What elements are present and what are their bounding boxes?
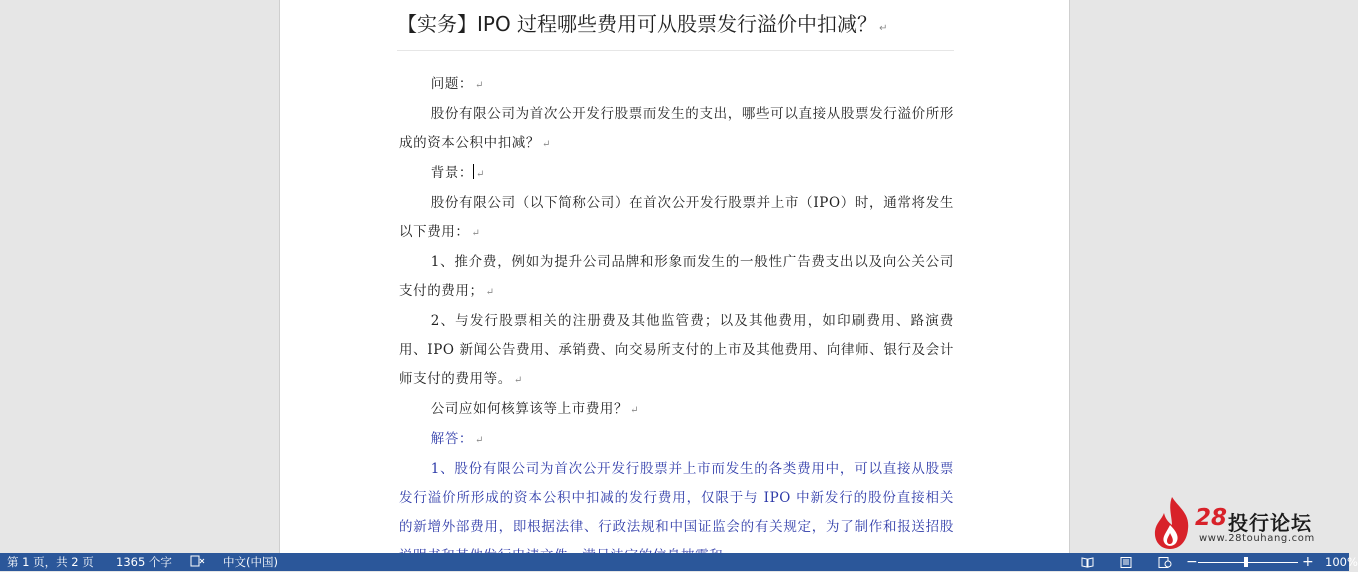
paragraph-mark: ↵ bbox=[630, 405, 639, 416]
proofing-icon[interactable] bbox=[190, 554, 206, 572]
zoom-in-button[interactable]: + bbox=[1302, 554, 1314, 570]
paragraph-mark: ↵ bbox=[475, 435, 484, 446]
document-body[interactable] bbox=[399, 70, 954, 572]
flame-icon bbox=[1150, 495, 1194, 551]
zoom-slider-track[interactable] bbox=[1198, 562, 1298, 563]
paragraph[interactable] bbox=[399, 395, 954, 425]
paragraph-text: 股份有限公司为首次公开发行股票而发生的支出，哪些可以直接从股票发行溢价所形成的资本公积中扣减？ bbox=[399, 106, 954, 151]
logo-name: 投行论坛 bbox=[1228, 511, 1312, 535]
title-underline bbox=[397, 50, 954, 51]
paragraph[interactable] bbox=[399, 425, 954, 455]
paragraph-mark: ↵ bbox=[475, 80, 484, 91]
word-count-status[interactable]: 1365 个字 bbox=[116, 555, 172, 569]
document-title[interactable] bbox=[397, 8, 957, 37]
logo-url: www.28touhang.com bbox=[1199, 533, 1315, 544]
paragraph-text: 背景： bbox=[430, 165, 474, 181]
paragraph[interactable] bbox=[399, 307, 954, 395]
paragraph[interactable] bbox=[399, 159, 954, 189]
page-count-status[interactable]: 第 1 页，共 2 页 bbox=[7, 555, 94, 569]
zoom-level[interactable]: 100% bbox=[1325, 555, 1358, 569]
paragraph-mark: ↵ bbox=[471, 228, 480, 239]
paragraph[interactable] bbox=[399, 189, 954, 248]
paragraph-text: 问题： bbox=[430, 76, 474, 92]
paragraph-mark: ↵ bbox=[513, 375, 523, 386]
print-layout-icon[interactable] bbox=[1120, 557, 1132, 567]
watermark-logo bbox=[1150, 495, 1340, 551]
paragraph[interactable] bbox=[399, 248, 954, 307]
paragraph-text: 公司应如何核算该等上市费用？ bbox=[430, 401, 629, 417]
read-mode-icon[interactable] bbox=[1081, 557, 1093, 567]
paragraph[interactable] bbox=[399, 70, 954, 100]
paragraph-text: 1、推介费，例如为提升公司品牌和形象而发生的一般性广告费支出以及向公关公司支付的费用； bbox=[399, 254, 954, 299]
paragraph-text: 解答： bbox=[430, 431, 474, 447]
language-status[interactable]: 中文(中国) bbox=[223, 555, 278, 569]
paragraph-text: 股份有限公司（以下简称公司）在首次公开发行股票并上市（IPO）时，通常将发生以下费用： bbox=[399, 195, 954, 240]
web-layout-icon[interactable] bbox=[1158, 557, 1170, 567]
document-page[interactable] bbox=[279, 0, 1070, 553]
paragraph-text: 2、与发行股票相关的注册费及其他监管费；以及其他费用，如印刷费用、路演费用、IPO 新闻公告费用、承销费、向交易所支付的上市及其他费用、向律师、银行及会计师支付的费用等。 bbox=[399, 313, 954, 387]
logo-number: 28 bbox=[1195, 505, 1228, 531]
title-text: 【实务】IPO 过程哪些费用可从股票发行溢价中扣减？ bbox=[397, 12, 878, 36]
paragraph-mark: ↵ bbox=[879, 23, 888, 34]
zoom-slider-thumb[interactable] bbox=[1244, 557, 1248, 567]
status-bar bbox=[0, 553, 1358, 571]
paragraph-mark: ↵ bbox=[485, 287, 494, 298]
paragraph-mark: ↵ bbox=[542, 139, 551, 150]
paragraph-text: 1、股份有限公司为首次公开发行股票并上市而发生的各类费用中，可以直接从股票发行溢价所形成的资本公积中扣减的发行费用，仅限于与 IPO 中新发行的股份直接相关的新增外部费用，即根据法律、行政法规和中国证监会的有关规定，为了制作和报送招股 bbox=[399, 461, 954, 535]
zoom-out-button[interactable]: − bbox=[1186, 554, 1198, 570]
text-cursor bbox=[473, 164, 474, 179]
paragraph-mark: ↵ bbox=[476, 169, 485, 180]
paragraph[interactable] bbox=[399, 100, 954, 159]
